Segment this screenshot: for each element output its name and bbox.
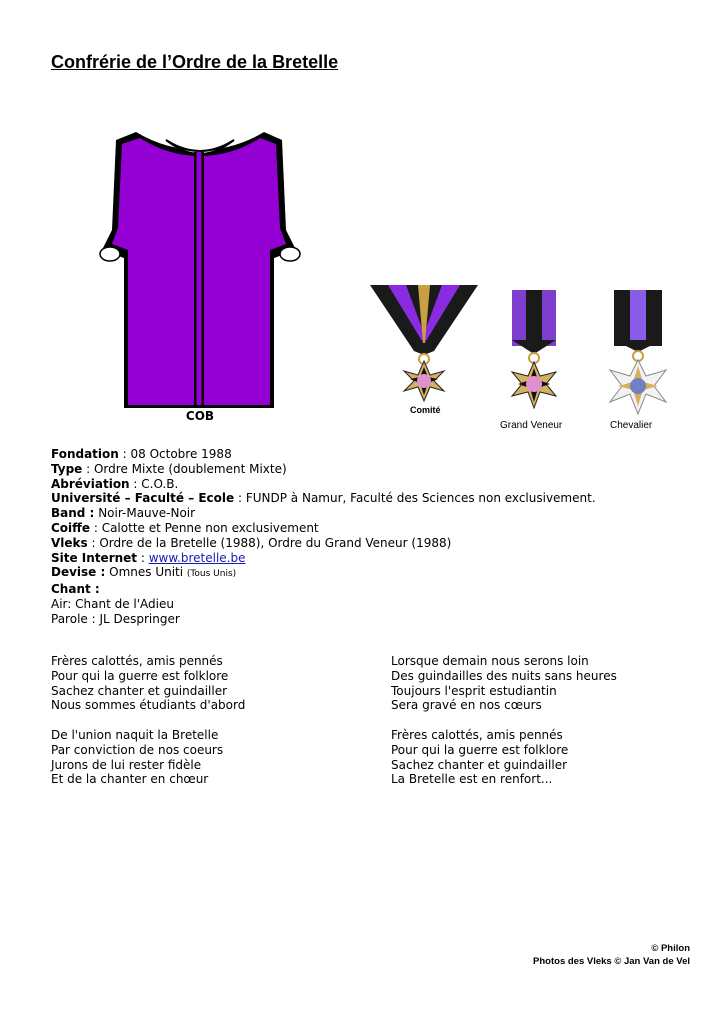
- lyric-line: Toujours l'esprit estudiantin: [391, 683, 557, 698]
- medal-caption: Grand Veneur: [500, 420, 563, 431]
- lyric-line: Pour qui la guerre est folklore: [51, 668, 229, 683]
- medal-chevalier: [600, 290, 682, 431]
- info-parole: Parole : JL Despringer: [51, 611, 180, 626]
- song-left-column: [51, 654, 245, 802]
- info-devise: Devise : Omnes Uniti (Tous Unis): [51, 565, 237, 580]
- info-block: [51, 447, 691, 627]
- medal-caption: Chevalier: [610, 420, 653, 431]
- lyric-line: Frères calottés, amis pennés: [391, 727, 563, 742]
- credit-author: © Philon: [651, 943, 690, 954]
- credits: [533, 942, 690, 968]
- info-vleks: Vleks : Ordre de la Bretelle (1988), Ordre du Grand Veneur (1988): [51, 535, 452, 550]
- robe-label: COB: [185, 409, 215, 422]
- lyric-line: Par conviction de nos coeurs: [51, 742, 224, 757]
- lyric-line: La Bretelle est en renfort...: [391, 772, 553, 787]
- info-coiffe: Coiffe : Calotte et Penne non exclusivement: [51, 520, 319, 535]
- credit-photos: Photos des Vleks © Jan Van de Vel: [533, 956, 690, 967]
- lyric-line: Sachez chanter et guindailler: [51, 683, 228, 698]
- lyric-line: Sachez chanter et guindailler: [391, 757, 568, 772]
- robe-illustration: [96, 118, 304, 422]
- site-link[interactable]: www.bretelle.be: [148, 550, 246, 565]
- lyric-line: Jurons de lui rester fidèle: [51, 757, 202, 772]
- stanza: [51, 728, 245, 787]
- info-fondation: Fondation : 08 Octobre 1988: [51, 447, 232, 461]
- medal-grand-veneur: [500, 290, 568, 431]
- lyric-line: Nous sommes étudiants d'abord: [51, 698, 246, 713]
- song-right-column: [391, 654, 617, 802]
- info-type: Type : Ordre Mixte (doublement Mixte): [51, 461, 287, 476]
- lyric-line: Des guindailles des nuits sans heures: [391, 668, 617, 683]
- stanza: [391, 654, 617, 713]
- info-chant: Chant :: [51, 582, 100, 597]
- lyric-line: Sera gravé en nos cœurs: [391, 698, 542, 713]
- info-site: Site Internet : www.bretelle.be: [51, 550, 246, 565]
- stanza: [51, 654, 245, 713]
- lyric-line: De l'union naquit la Bretelle: [51, 727, 219, 742]
- info-abreviation: Abréviation : C.O.B.: [51, 476, 179, 491]
- lyric-line: Pour qui la guerre est folklore: [391, 742, 569, 757]
- info-band: Band : Noir-Mauve-Noir: [51, 506, 196, 521]
- lyric-line: Et de la chanter en chœur: [51, 772, 209, 787]
- info-air: Air: Chant de l'Adieu: [51, 596, 174, 611]
- lyric-line: Lorsque demain nous serons loin: [391, 654, 589, 668]
- page-title: Confrérie de l’Ordre de la Bretelle: [51, 52, 339, 72]
- info-universite: Université – Faculté – Ecole : FUNDP à Namur, Faculté des Sciences non exclusivement.: [51, 491, 596, 506]
- lyric-line: Frères calottés, amis pennés: [51, 654, 223, 668]
- medal-comite: [370, 285, 478, 415]
- stanza: [391, 728, 617, 787]
- medal-caption: Comité: [410, 405, 441, 415]
